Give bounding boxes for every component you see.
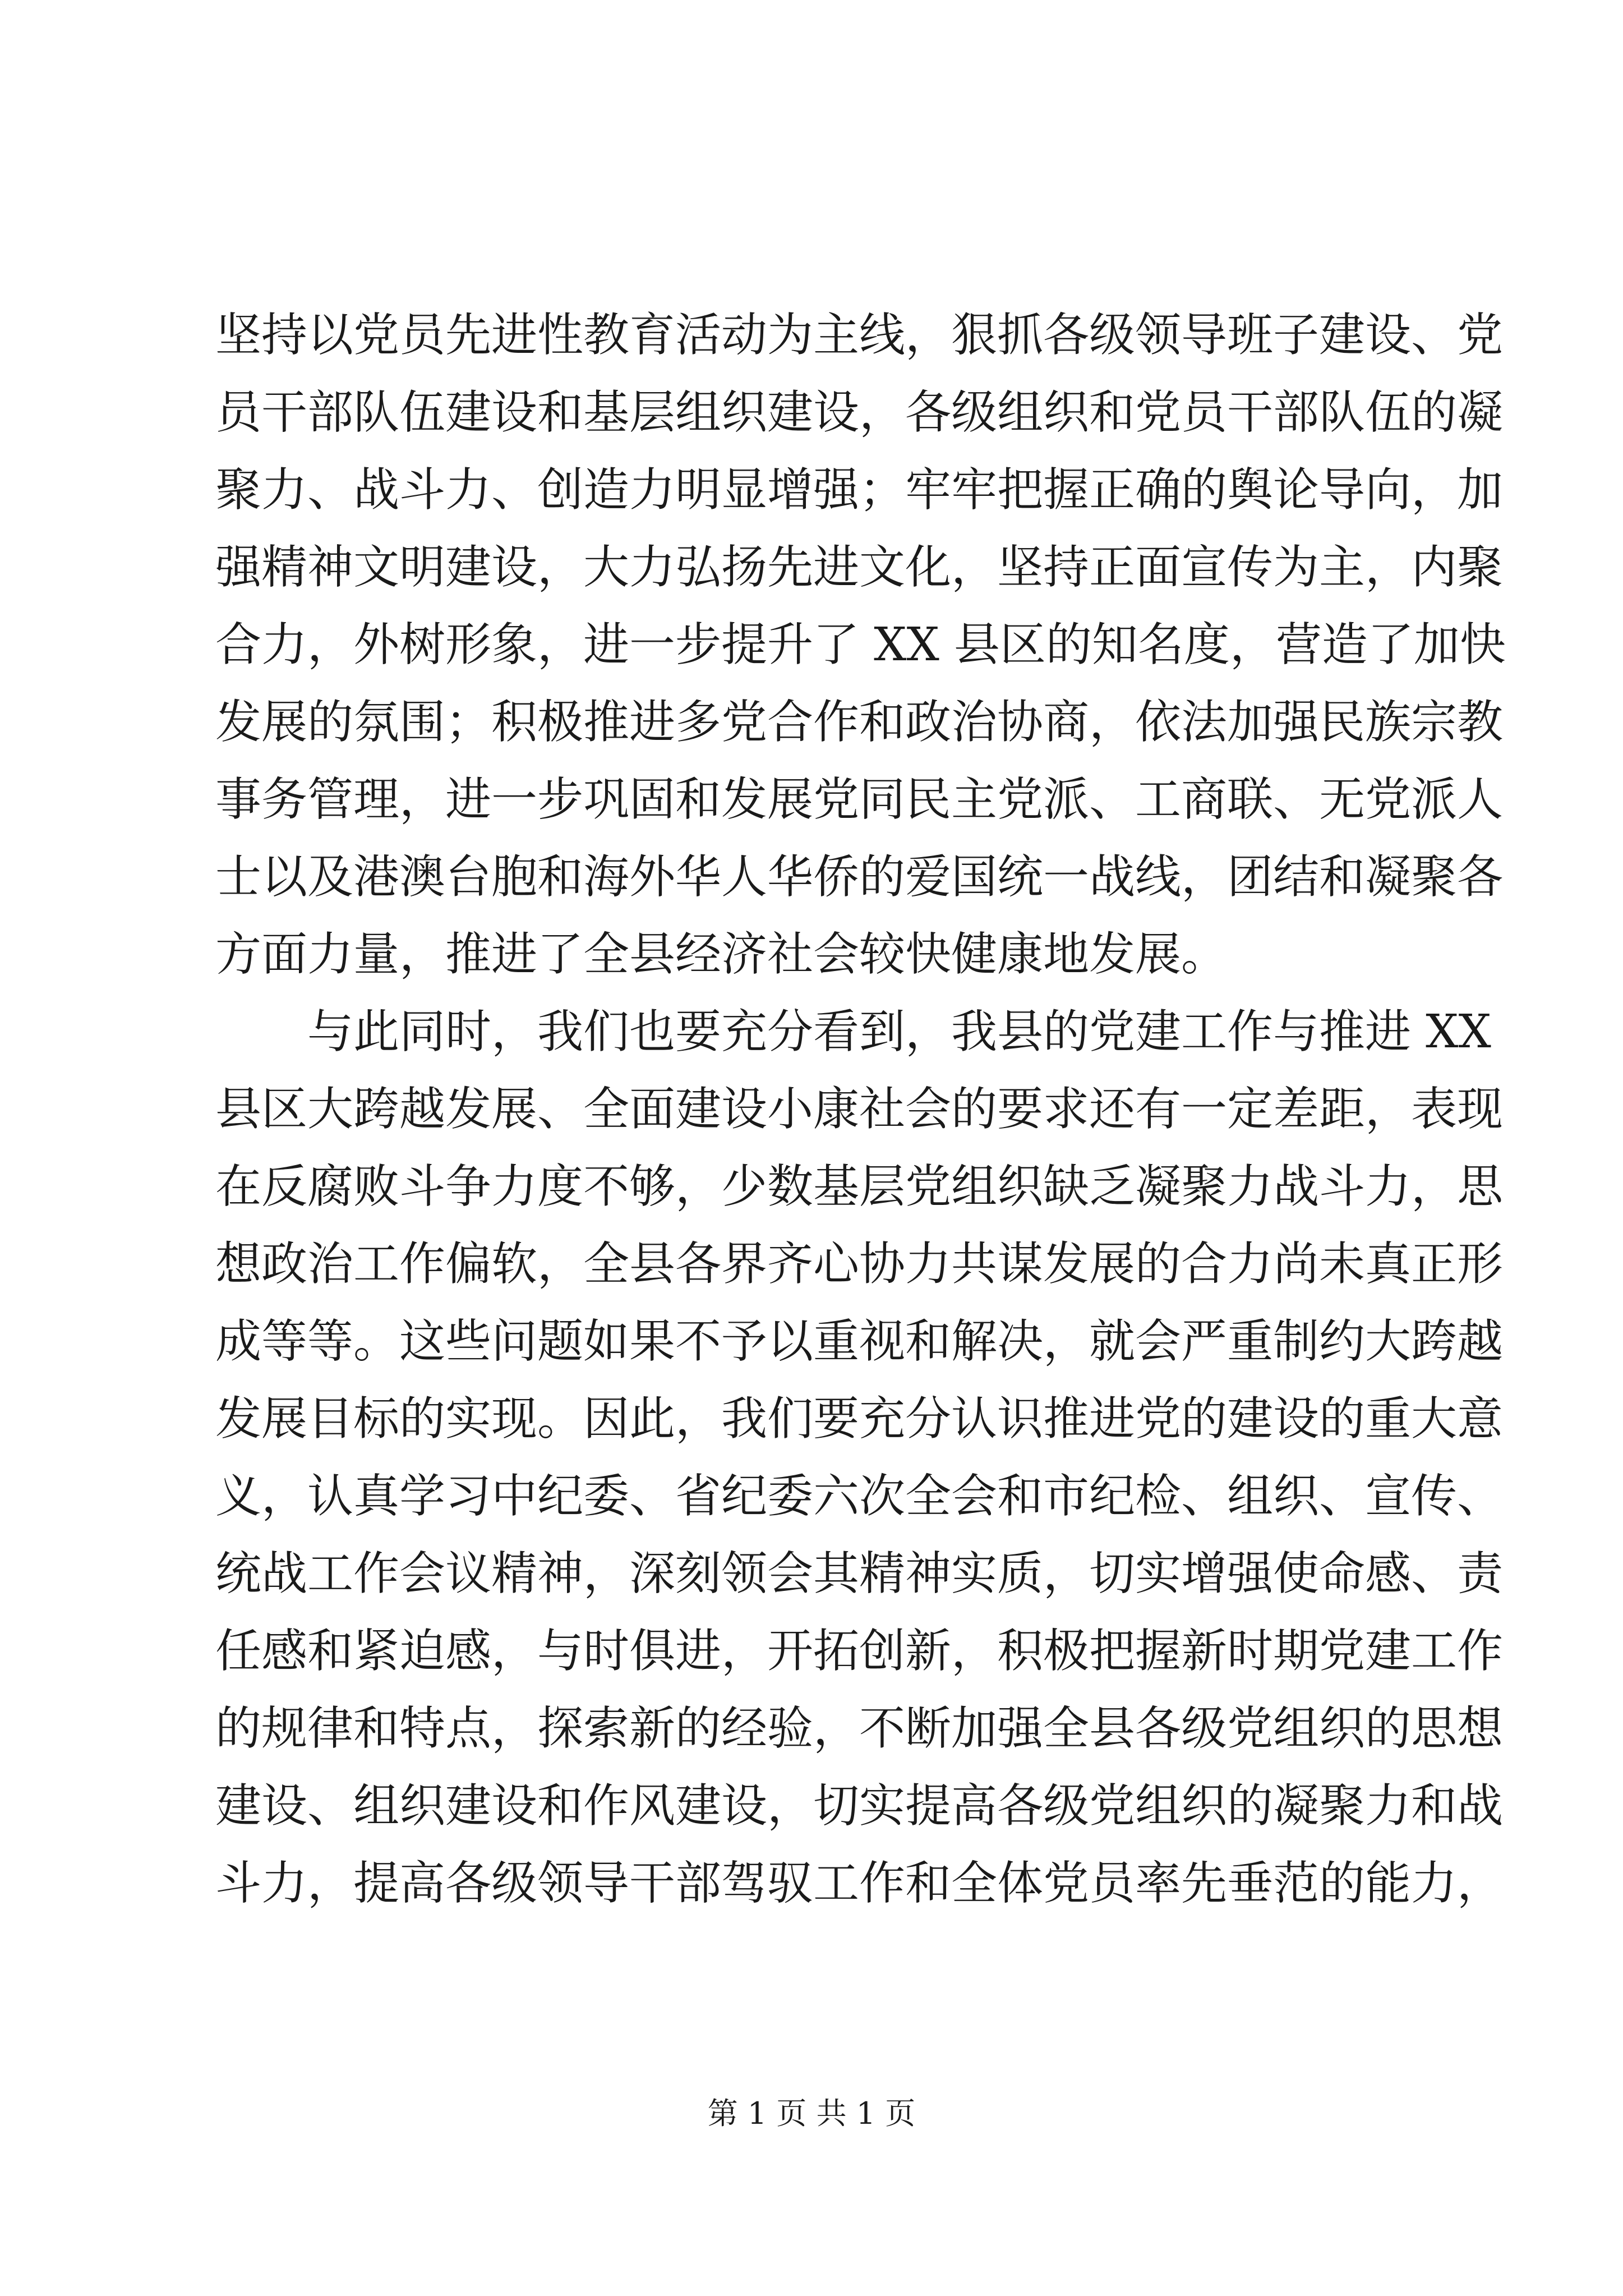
text-line: 成等等。这些问题如果不予以重视和解决，就会严重制约大跨越 — [215, 1315, 1504, 1368]
text-line: 在反腐败斗争力度不够，少数基层党组织缺乏凝聚力战斗力，思 — [215, 1160, 1504, 1213]
text-line: 合力，外树形象，进一步提升了 XX 县区的知名度，营造了加快 — [215, 618, 1506, 671]
text-line: 发展的氛围；积极推进多党合作和政治协商，依法加强民族宗教 — [215, 696, 1504, 749]
text-line: 员干部队伍建设和基层组织建设，各级组织和党员干部队伍的凝 — [215, 386, 1504, 439]
text-line: 县区大跨越发展、全面建设小康社会的要求还有一定差距，表现 — [215, 1083, 1504, 1136]
text-line: 斗力，提高各级领导干部驾驭工作和全体党员率先垂范的能力， — [215, 1857, 1504, 1910]
paragraph-1 — [215, 297, 1506, 993]
text-line: 任感和紧迫感，与时俱进，开拓创新，积极把握新时期党建工作 — [215, 1625, 1504, 1678]
text-line: 想政治工作偏软，全县各界齐心协力共谋发展的合力尚未真正形 — [215, 1237, 1504, 1291]
text-line: 与此同时，我们也要充分看到，我县的党建工作与推进 XX — [307, 1005, 1491, 1059]
text-line: 坚持以党员先进性教育活动为主线，狠抓各级领导班子建设、党 — [215, 309, 1504, 362]
document-body — [215, 297, 1506, 1922]
text-line: 士以及港澳台胞和海外华人华侨的爱国统一战线，团结和凝聚各 — [215, 850, 1504, 904]
text-line: 发展目标的实现。因此，我们要充分认识推进党的建设的重大意 — [215, 1392, 1504, 1446]
text-line: 强精神文明建设，大力弘扬先进文化，坚持正面宣传为主，内聚 — [215, 541, 1504, 594]
text-line: 方面力量，推进了全县经济社会较快健康地发展。 — [215, 928, 1228, 981]
page-number-footer: 第 1 页 共 1 页 — [707, 2096, 916, 2131]
text-line: 建设、组织建设和作风建设，切实提高各级党组织的凝聚力和战 — [215, 1779, 1504, 1833]
text-line: 统战工作会议精神，深刻领会其精神实质，切实增强使命感、责 — [215, 1547, 1504, 1600]
text-line: 聚力、战斗力、创造力明显增强；牢牢把握正确的舆论导向，加 — [215, 463, 1504, 517]
text-line: 义，认真学习中纪委、省纪委六次全会和市纪检、组织、宣传、 — [215, 1470, 1504, 1523]
text-line: 事务管理，进一步巩固和发展党同民主党派、工商联、无党派人 — [215, 773, 1504, 826]
paragraph-2 — [215, 993, 1504, 1922]
text-line: 的规律和特点，探索新的经验，不断加强全县各级党组织的思想 — [215, 1702, 1504, 1755]
